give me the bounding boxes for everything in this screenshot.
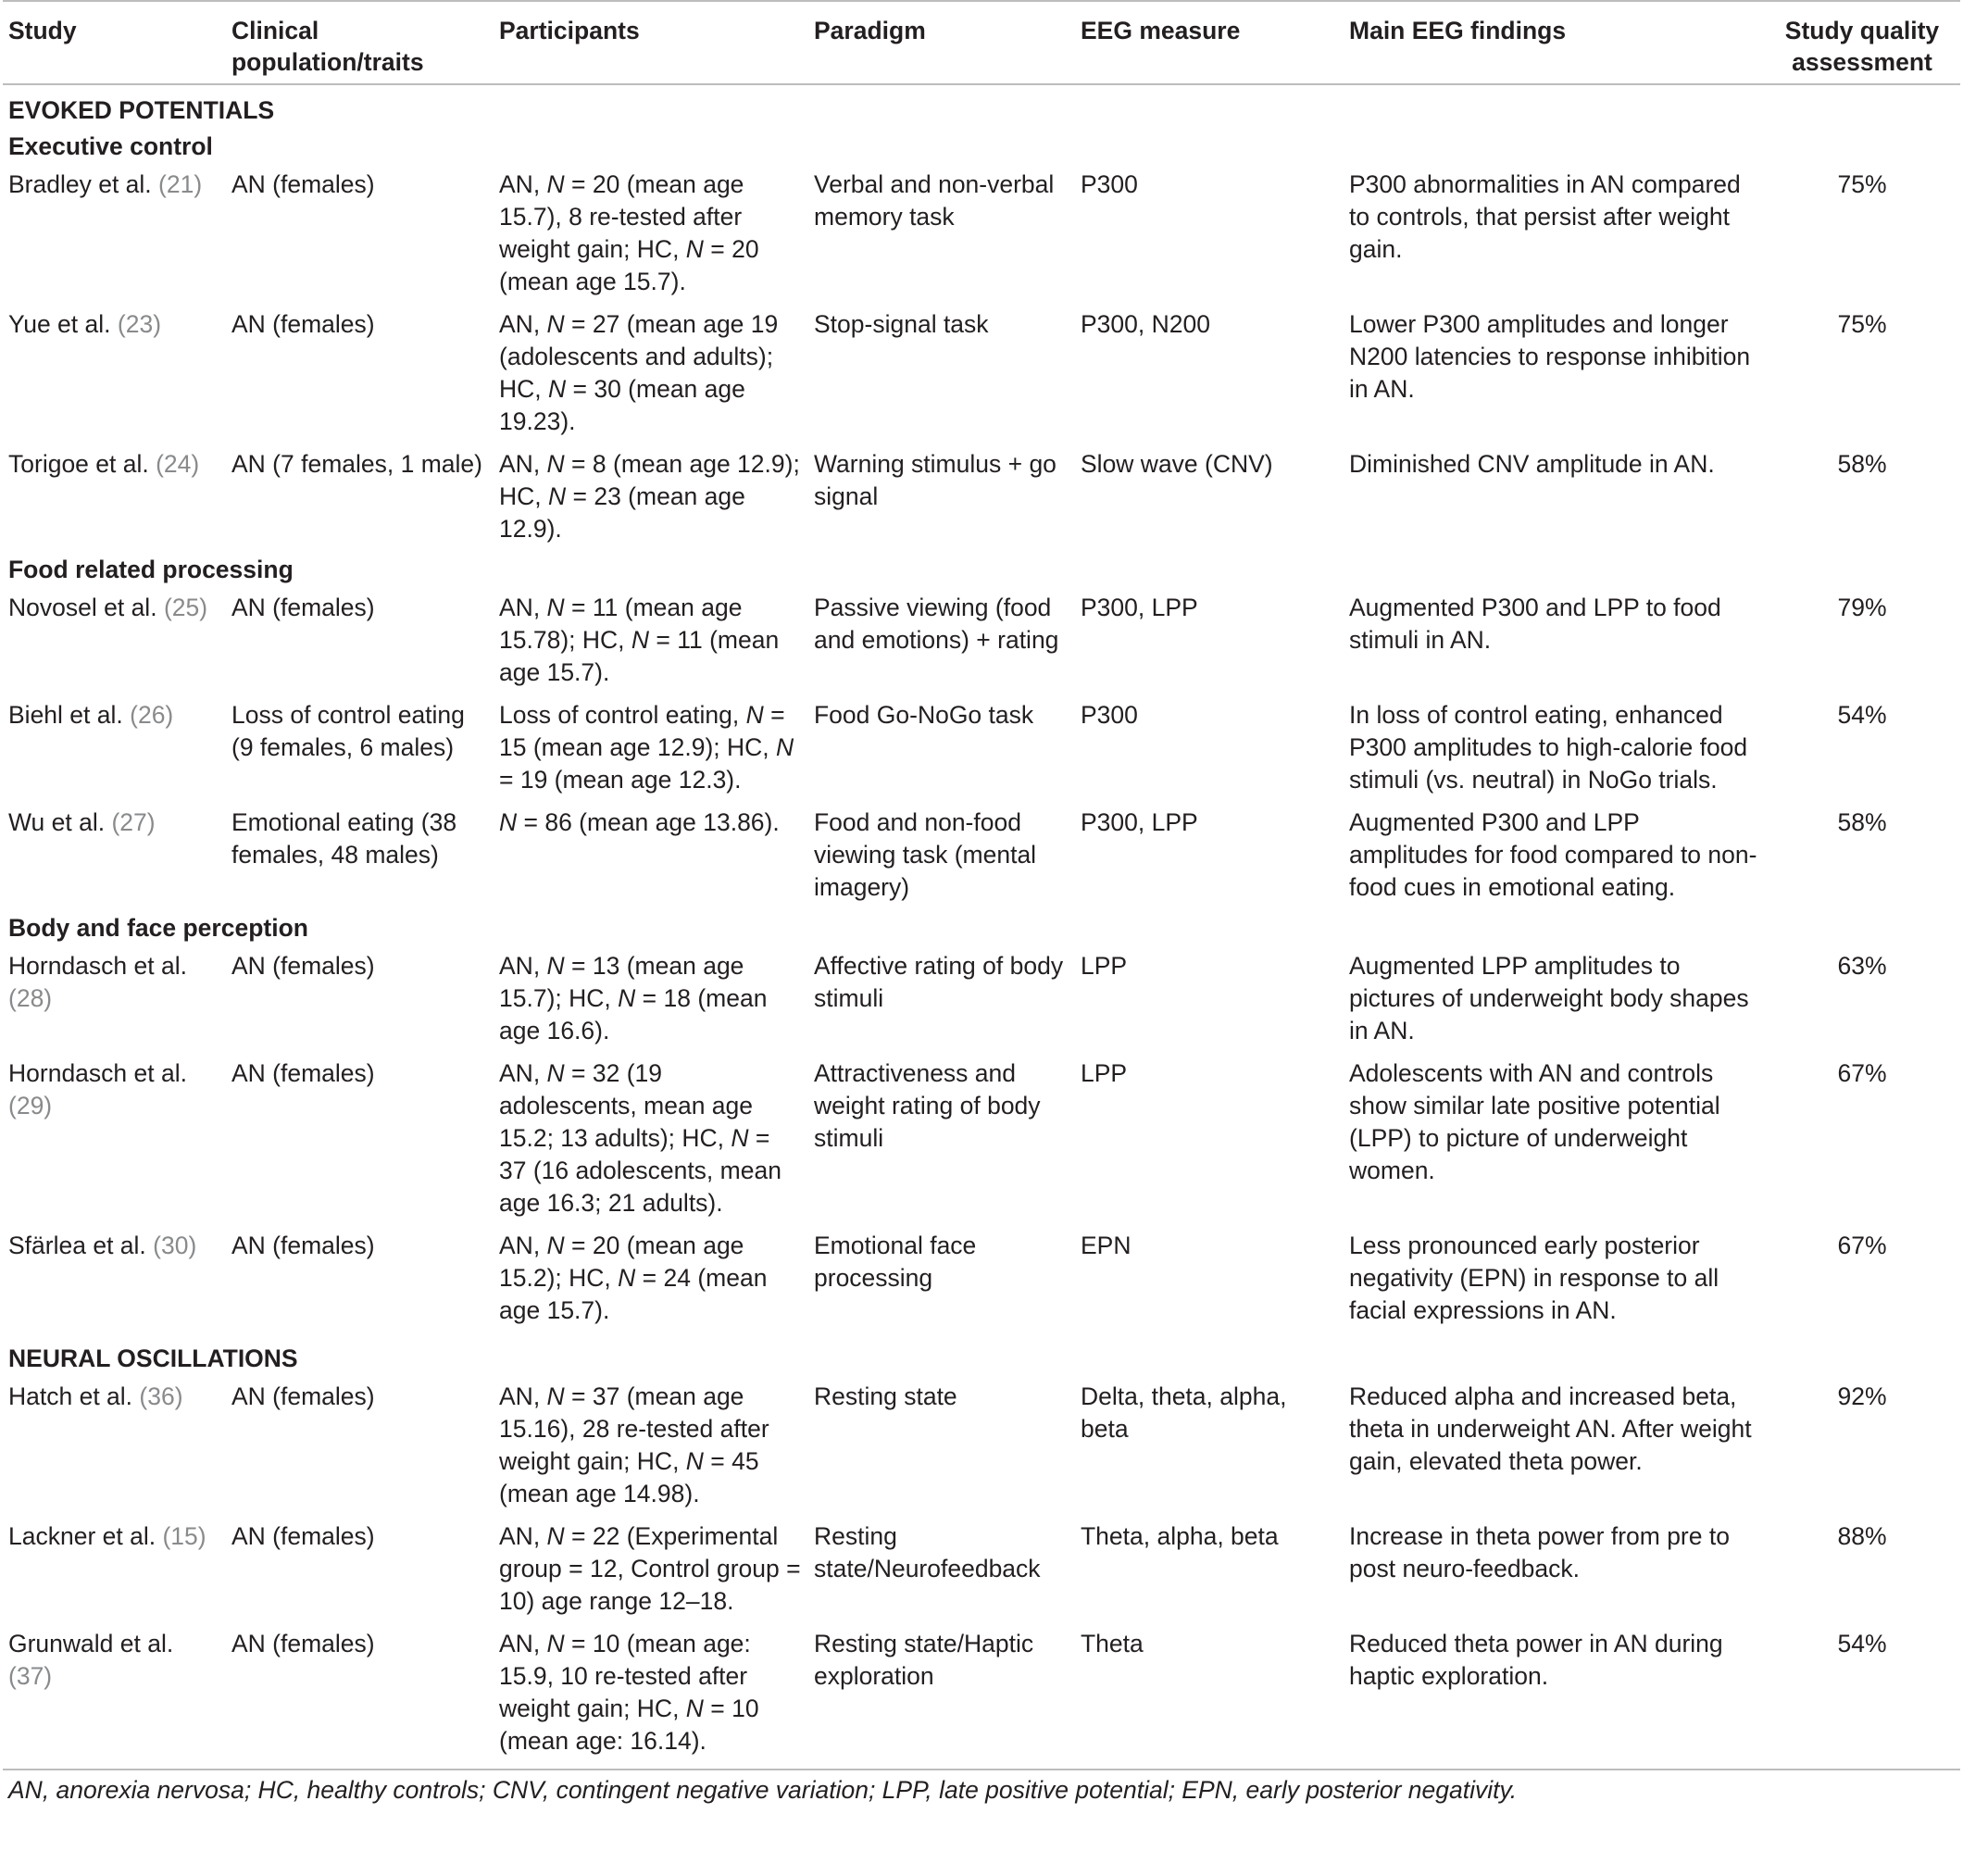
header-row — [3, 1, 1960, 84]
paradigm-cell: Stop-signal task — [814, 310, 989, 338]
population-cell: AN (females) — [231, 1232, 375, 1259]
participants-text: AN, — [499, 1232, 547, 1259]
sample-size-symbol: N — [685, 1695, 704, 1722]
sample-size-symbol: N — [631, 626, 650, 654]
sample-size-symbol: N — [776, 733, 794, 761]
participants-text: AN, — [499, 310, 547, 338]
study-name: Lackner et al. — [8, 1522, 156, 1550]
eeg-measure-cell: P300, LPP — [1081, 808, 1198, 836]
sample-size-symbol: N — [745, 701, 764, 729]
participants-text: = 37 (mean age 15.16), 28 re-tested after weight gain; HC, — [499, 1382, 769, 1475]
table-row — [3, 444, 1960, 552]
sample-size-symbol: N — [685, 235, 704, 263]
subsection-heading-row — [3, 129, 1960, 165]
study-name: Wu et al. — [8, 808, 106, 836]
sample-size-symbol: N — [546, 1382, 565, 1410]
study-reference: (26) — [130, 701, 174, 729]
subsection-heading: Body and face perception — [8, 914, 308, 942]
study-reference: (29) — [8, 1092, 53, 1119]
population-cell: AN (females) — [231, 1059, 375, 1087]
table-row — [3, 1377, 1960, 1517]
sample-size-symbol: N — [546, 952, 565, 980]
study-cell — [3, 1517, 226, 1624]
study-reference: (15) — [162, 1522, 206, 1550]
paradigm-cell: Emotional face processing — [814, 1232, 977, 1292]
quality-cell: 92% — [1837, 1382, 1887, 1410]
column-header: Study quality assessment — [1784, 17, 1940, 76]
subsection-heading-row — [3, 552, 1960, 588]
study-name: Grunwald et al. — [8, 1630, 174, 1657]
paradigm-cell: Resting state/Haptic exploration — [814, 1630, 1034, 1690]
paradigm-cell: Verbal and non-verbal memory task — [814, 170, 1055, 231]
sample-size-symbol: N — [546, 1522, 565, 1550]
participants-text: AN, — [499, 594, 547, 621]
study-cell — [3, 165, 226, 305]
participants-text: = 37 (16 adolescents, mean age 16.3; 21 adults). — [499, 1124, 781, 1217]
study-cell — [3, 695, 226, 803]
participants-text: = 20 (mean age 15.2); HC, — [499, 1232, 744, 1292]
findings-cell: Increase in theta power from pre to post neuro-feedback. — [1349, 1522, 1730, 1582]
study-cell — [3, 444, 226, 552]
participants-text: = 13 (mean age 15.7); HC, — [499, 952, 744, 1012]
sample-size-symbol: N — [731, 1124, 749, 1152]
findings-cell: P300 abnormalities in AN compared to controls, that persist after weight gain. — [1349, 170, 1741, 263]
population-cell: AN (females) — [231, 170, 375, 198]
sample-size-symbol: N — [499, 808, 518, 836]
sample-size-symbol: N — [548, 375, 567, 403]
participants-cell — [494, 165, 808, 305]
table-row — [3, 1517, 1960, 1624]
participants-text: = 30 (mean age 19.23). — [499, 375, 745, 435]
column-header: Clinical population/traits — [231, 17, 424, 76]
participants-text: = 45 (mean age 14.98). — [499, 1447, 759, 1507]
population-cell: AN (females) — [231, 1630, 375, 1657]
participants-text: AN, — [499, 1630, 547, 1657]
subsection-heading: Food related processing — [8, 556, 294, 583]
participants-text: = 27 (mean age 19 (adolescents and adults); HC, — [499, 310, 779, 403]
eeg-measure-cell: P300 — [1081, 701, 1138, 729]
quality-cell: 75% — [1837, 310, 1887, 338]
participants-text: = 18 (mean age 16.6). — [499, 984, 768, 1044]
sample-size-symbol: N — [546, 450, 565, 478]
findings-cell: Reduced alpha and increased beta, theta in underweight AN. After weight gain, elevated theta power. — [1349, 1382, 1752, 1475]
study-name: Horndasch et al. — [8, 952, 187, 980]
study-cell — [3, 1624, 226, 1769]
population-cell: AN (7 females, 1 male) — [231, 450, 482, 478]
participants-cell — [494, 444, 808, 552]
sample-size-symbol: N — [685, 1447, 704, 1475]
paradigm-cell: Passive viewing (food and emotions) + rating — [814, 594, 1059, 654]
table-row — [3, 305, 1960, 444]
findings-cell: Augmented LPP amplitudes to pictures of underweight body shapes in AN. — [1349, 952, 1749, 1044]
eeg-measure-cell: P300 — [1081, 170, 1138, 198]
quality-cell: 75% — [1837, 170, 1887, 198]
eeg-measure-cell: LPP — [1081, 952, 1128, 980]
participants-cell — [494, 695, 808, 803]
quality-cell: 63% — [1837, 952, 1887, 980]
sample-size-symbol: N — [546, 1059, 565, 1087]
population-cell: Emotional eating (38 females, 48 males) — [231, 808, 457, 869]
findings-cell: Augmented P300 and LPP to food stimuli in AN. — [1349, 594, 1721, 654]
quality-cell: 88% — [1837, 1522, 1887, 1550]
study-cell — [3, 1054, 226, 1226]
participants-text: AN, — [499, 170, 547, 198]
population-cell: Loss of control eating (9 females, 6 males) — [231, 701, 465, 761]
findings-cell: Less pronounced early posterior negativity (EPN) in response to all facial expressions in AN. — [1349, 1232, 1719, 1324]
sample-size-symbol: N — [546, 170, 565, 198]
study-name: Yue et al. — [8, 310, 111, 338]
table-row — [3, 946, 1960, 1054]
study-name: Hatch et al. — [8, 1382, 133, 1410]
study-reference: (23) — [117, 310, 162, 338]
study-reference: (30) — [153, 1232, 197, 1259]
participants-cell — [494, 803, 808, 910]
study-cell — [3, 1226, 226, 1333]
quality-cell: 67% — [1837, 1232, 1887, 1259]
quality-cell: 79% — [1837, 594, 1887, 621]
column-header: EEG measure — [1081, 17, 1241, 44]
paradigm-cell: Affective rating of body stimuli — [814, 952, 1064, 1012]
participants-text: = 20 (mean age 15.7), 8 re-tested after weight gain; HC, — [499, 170, 744, 263]
eeg-studies-table — [3, 0, 1960, 1769]
eeg-measure-cell: Delta, theta, alpha, beta — [1081, 1382, 1287, 1443]
population-cell: AN (females) — [231, 1522, 375, 1550]
findings-cell: Lower P300 amplitudes and longer N200 latencies to response inhibition in AN. — [1349, 310, 1751, 403]
study-reference: (28) — [8, 984, 53, 1012]
column-header: Participants — [499, 17, 640, 44]
study-cell — [3, 946, 226, 1054]
participants-text: = 23 (mean age 12.9). — [499, 482, 745, 543]
eeg-measure-cell: Theta — [1081, 1630, 1144, 1657]
participants-text: = 8 (mean age 12.9); HC, — [499, 450, 800, 510]
study-reference: (37) — [8, 1662, 53, 1690]
participants-text: AN, — [499, 952, 547, 980]
section-heading-row — [3, 1333, 1960, 1377]
participants-cell — [494, 946, 808, 1054]
table-row — [3, 695, 1960, 803]
findings-cell: Augmented P300 and LPP amplitudes for food compared to non-food cues in emotional eating. — [1349, 808, 1757, 901]
eeg-measure-cell: P300, LPP — [1081, 594, 1198, 621]
participants-text: = 32 (19 adolescents, mean age 15.2; 13 adults); HC, — [499, 1059, 754, 1152]
section-heading: EVOKED POTENTIALS — [8, 96, 275, 124]
study-cell — [3, 803, 226, 910]
sample-size-symbol: N — [618, 984, 636, 1012]
participants-text: = 11 (mean age 15.7). — [499, 626, 780, 686]
paradigm-cell: Attractiveness and weight rating of body stimuli — [814, 1059, 1041, 1152]
study-cell — [3, 1377, 226, 1517]
participants-cell — [494, 588, 808, 695]
study-reference: (25) — [163, 594, 208, 621]
table-row — [3, 1624, 1960, 1769]
column-header: Paradigm — [814, 17, 926, 44]
table-footnote: AN, anorexia nervosa; HC, healthy controls; CNV, contingent negative variation; LPP, late positive potential; EPN, early posterior negativity. — [8, 1776, 1518, 1804]
findings-cell: Adolescents with AN and controls show similar late positive potential (LPP) to picture of underweight women. — [1349, 1059, 1720, 1184]
participants-cell — [494, 305, 808, 444]
sample-size-symbol: N — [548, 482, 567, 510]
participants-cell — [494, 1517, 808, 1624]
eeg-measure-cell: EPN — [1081, 1232, 1132, 1259]
participants-text: Loss of control eating, — [499, 701, 746, 729]
study-name: Sfärlea et al. — [8, 1232, 146, 1259]
sample-size-symbol: N — [546, 310, 565, 338]
paradigm-cell: Food and non-food viewing task (mental imagery) — [814, 808, 1037, 901]
participants-text: = 10 (mean age: 15.9, 10 re-tested after weight gain; HC, — [499, 1630, 751, 1722]
participants-text: AN, — [499, 1382, 547, 1410]
sample-size-symbol: N — [546, 594, 565, 621]
study-reference: (24) — [156, 450, 200, 478]
participants-cell — [494, 1624, 808, 1769]
eeg-measure-cell: Theta, alpha, beta — [1081, 1522, 1279, 1550]
study-cell — [3, 588, 226, 695]
paradigm-cell: Resting state — [814, 1382, 957, 1410]
findings-cell: Diminished CNV amplitude in AN. — [1349, 450, 1715, 478]
population-cell: AN (females) — [231, 594, 375, 621]
quality-cell: 58% — [1837, 450, 1887, 478]
participants-text: = 22 (Experimental group = 12, Control group = 10) age range 12–18. — [499, 1522, 801, 1615]
study-reference: (36) — [139, 1382, 183, 1410]
section-heading: NEURAL OSCILLATIONS — [8, 1344, 298, 1372]
participants-text: = 20 (mean age 15.7). — [499, 235, 759, 295]
findings-cell: In loss of control eating, enhanced P300 amplitudes to high-calorie food stimuli (vs. neutral) in NoGo trials. — [1349, 701, 1748, 794]
participants-text: AN, — [499, 1059, 547, 1087]
study-reference: (21) — [158, 170, 203, 198]
paradigm-cell: Warning stimulus + go signal — [814, 450, 1057, 510]
study-name: Horndasch et al. — [8, 1059, 187, 1087]
quality-cell: 67% — [1837, 1059, 1887, 1087]
sample-size-symbol: N — [618, 1264, 636, 1292]
participants-text: = 86 (mean age 13.86). — [517, 808, 780, 836]
section-heading-row — [3, 84, 1960, 129]
study-reference: (27) — [111, 808, 156, 836]
participants-text: AN, — [499, 1522, 547, 1550]
participants-text: = 24 (mean age 15.7). — [499, 1264, 768, 1324]
participants-text: = 19 (mean age 12.3). — [499, 766, 742, 794]
table-row — [3, 803, 1960, 910]
subsection-heading-row — [3, 910, 1960, 946]
table-row — [3, 1054, 1960, 1226]
paradigm-cell: Food Go-NoGo task — [814, 701, 1034, 729]
sample-size-symbol: N — [546, 1232, 565, 1259]
sample-size-symbol: N — [546, 1630, 565, 1657]
population-cell: AN (females) — [231, 310, 375, 338]
eeg-measure-cell: P300, N200 — [1081, 310, 1210, 338]
table-body — [3, 84, 1960, 1769]
eeg-measure-cell: Slow wave (CNV) — [1081, 450, 1273, 478]
participants-text: = 11 (mean age 15.78); HC, — [499, 594, 743, 654]
population-cell: AN (females) — [231, 1382, 375, 1410]
quality-cell: 58% — [1837, 808, 1887, 836]
participants-cell — [494, 1377, 808, 1517]
subsection-heading: Executive control — [8, 132, 213, 160]
study-name: Torigoe et al. — [8, 450, 149, 478]
eeg-measure-cell: LPP — [1081, 1059, 1128, 1087]
study-name: Biehl et al. — [8, 701, 123, 729]
study-name: Novosel et al. — [8, 594, 157, 621]
findings-cell: Reduced theta power in AN during haptic exploration. — [1349, 1630, 1723, 1690]
participants-cell — [494, 1054, 808, 1226]
quality-cell: 54% — [1837, 1630, 1887, 1657]
table-row — [3, 165, 1960, 305]
participants-text: = 10 (mean age: 16.14). — [499, 1695, 759, 1755]
participants-cell — [494, 1226, 808, 1333]
quality-cell: 54% — [1837, 701, 1887, 729]
column-header: Main EEG findings — [1349, 17, 1567, 44]
column-header: Study — [8, 17, 77, 44]
paradigm-cell: Resting state/Neurofeedback — [814, 1522, 1041, 1582]
participants-text: = 15 (mean age 12.9); HC, — [499, 701, 785, 761]
table-row — [3, 1226, 1960, 1333]
study-name: Bradley et al. — [8, 170, 152, 198]
table-row — [3, 588, 1960, 695]
study-cell — [3, 305, 226, 444]
participants-text: AN, — [499, 450, 547, 478]
population-cell: AN (females) — [231, 952, 375, 980]
